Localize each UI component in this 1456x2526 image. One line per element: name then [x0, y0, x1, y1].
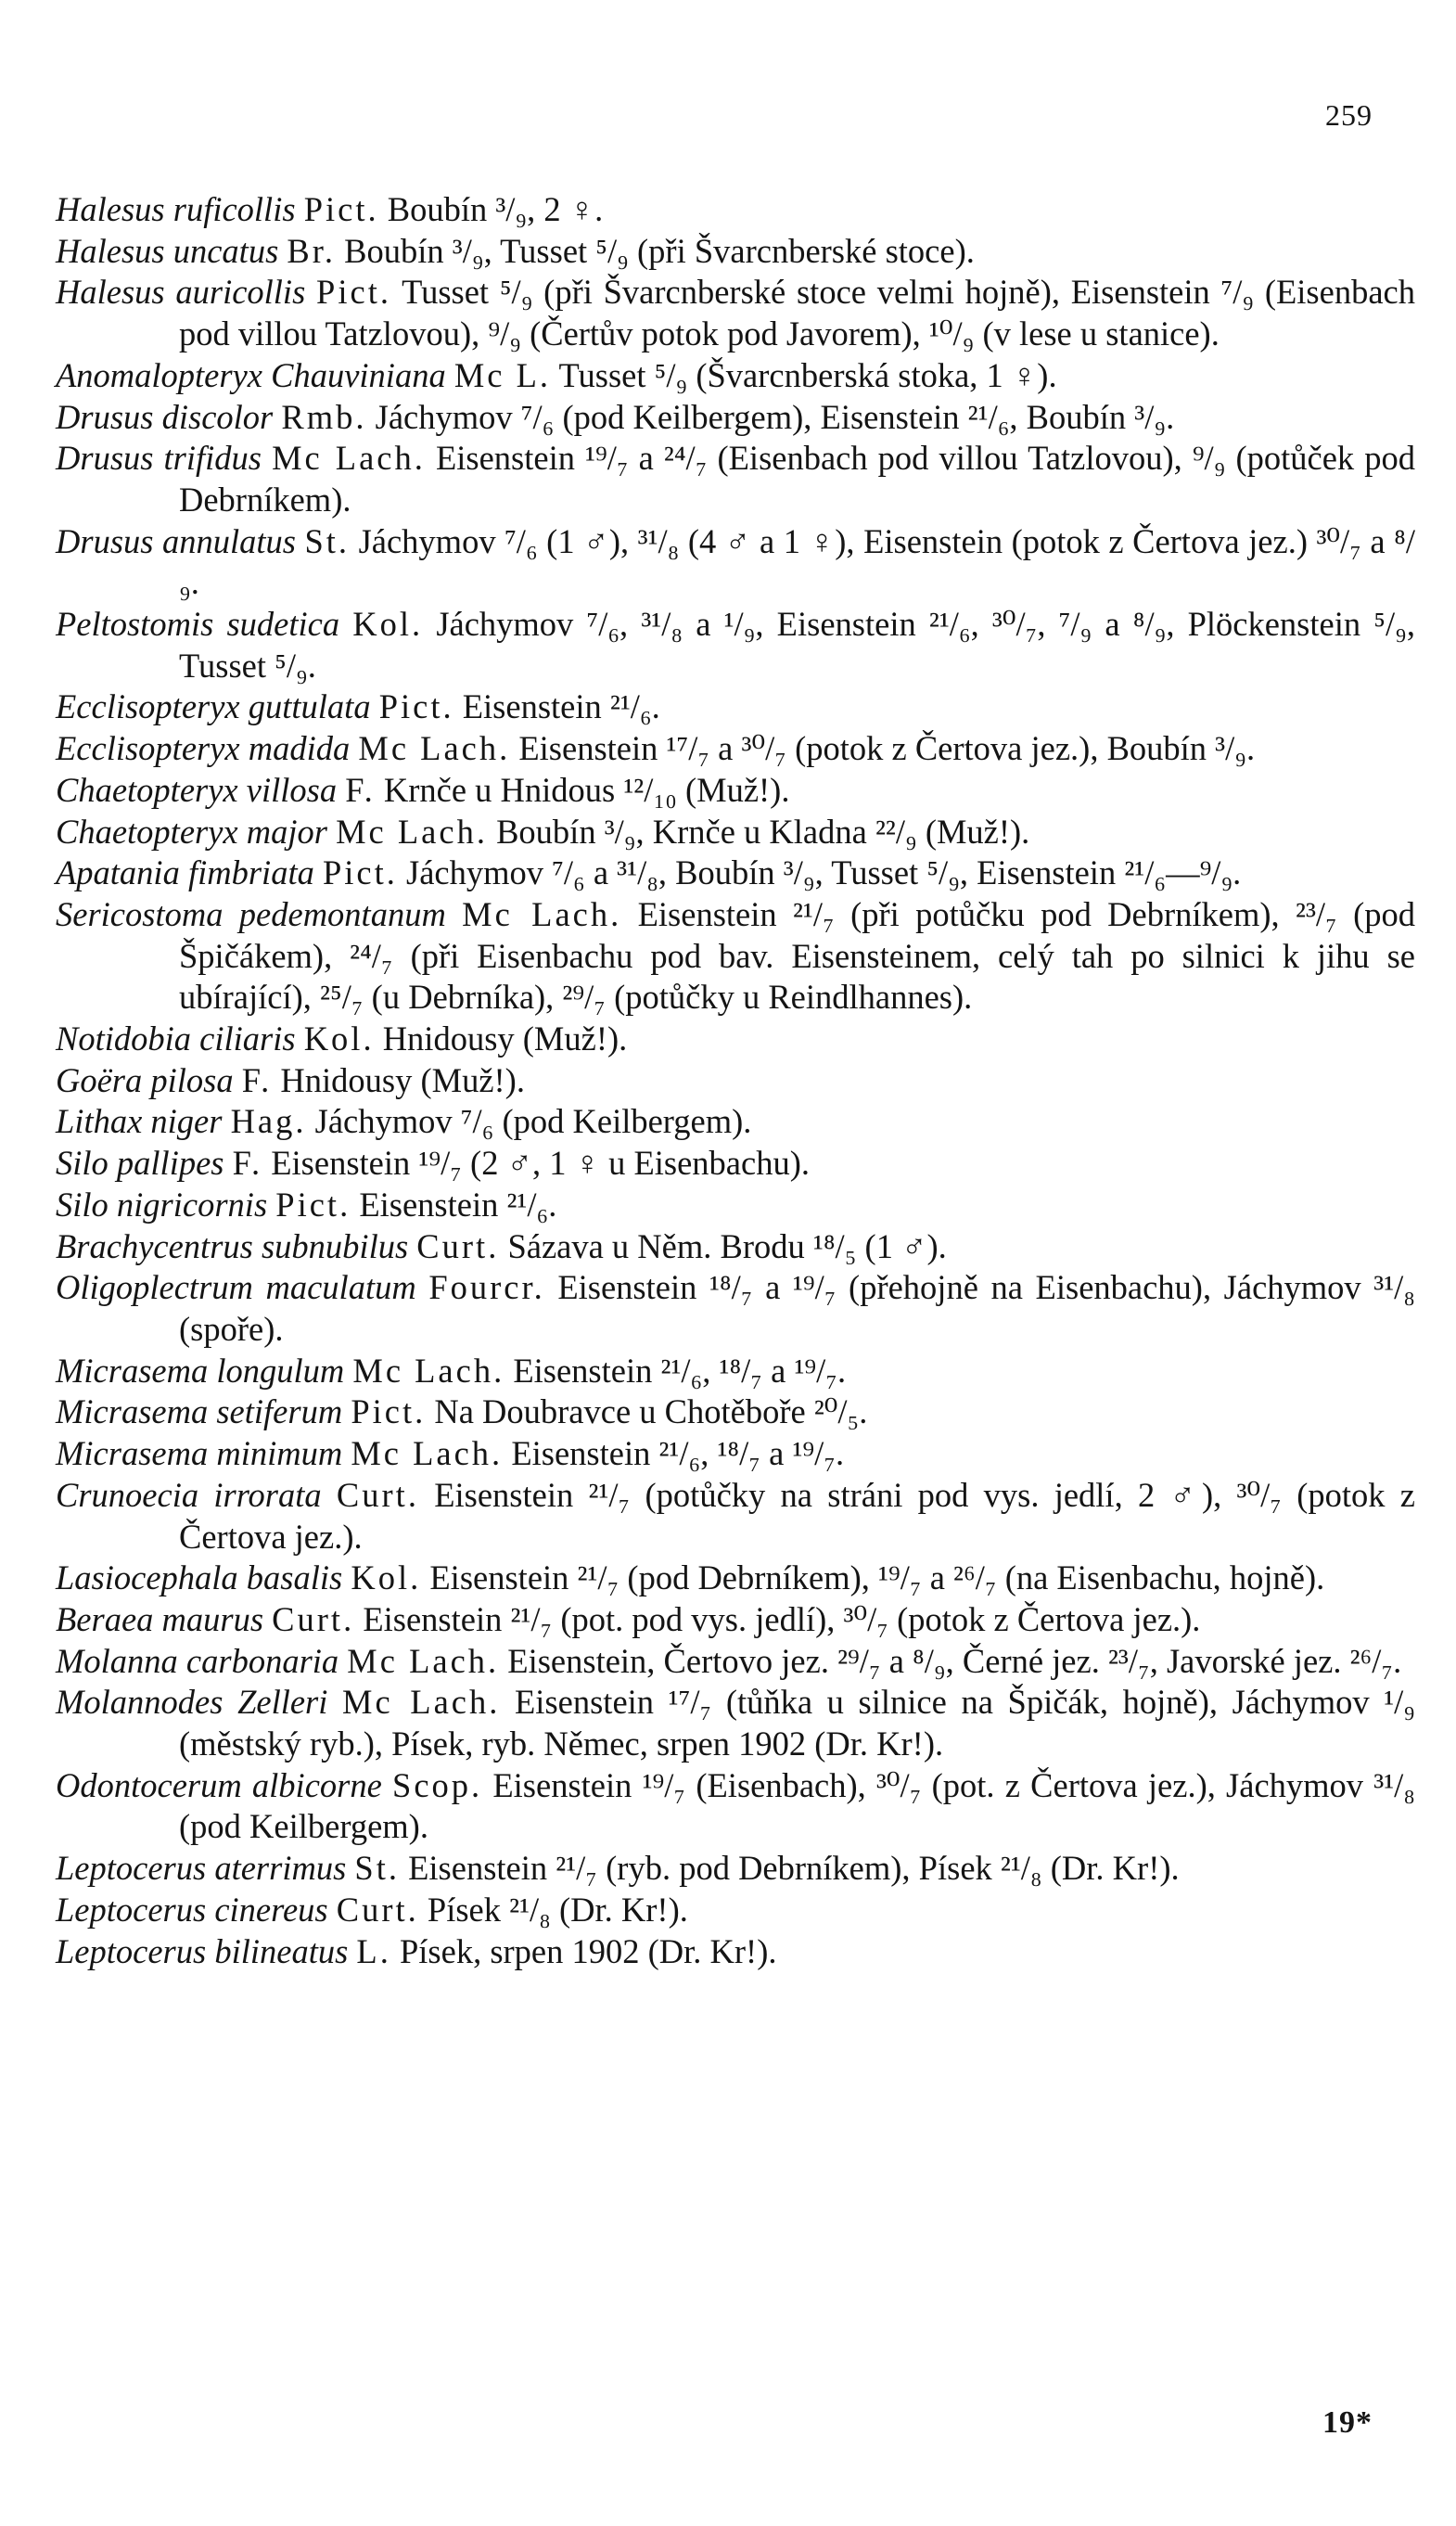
species-entry — [56, 1391, 1415, 1433]
species-entry — [56, 604, 1415, 686]
species-name: Odontocerum albicorne — [56, 1765, 382, 1804]
locality-records: Eisenstein ²¹/₆, ¹⁸/₇ a ¹⁹/₇. — [513, 1351, 847, 1390]
species-author: Kol. — [352, 605, 424, 644]
species-author: Fourcr. — [428, 1268, 545, 1307]
species-author: Scop. — [392, 1765, 483, 1804]
locality-records: Eisenstein ²¹/₇ (ryb. pod Debrníkem), Písek ²¹/₈ (Dr. Kr!). — [408, 1849, 1180, 1888]
species-name: Ecclisopteryx madida — [56, 729, 351, 768]
species-entry — [56, 1848, 1415, 1890]
species-name: Goëra pilosa — [56, 1060, 234, 1099]
species-entry — [56, 1765, 1415, 1848]
species-entry — [56, 397, 1415, 439]
species-author: Mc Lach. — [352, 1351, 505, 1390]
species-name: Drusus trifidus — [56, 439, 262, 478]
species-entry — [56, 438, 1415, 520]
species-entry — [56, 1599, 1415, 1641]
page-number: 259 — [1325, 98, 1373, 132]
species-entry — [56, 1060, 1415, 1102]
locality-records: Eisenstein ²¹/₇ (potůčky na stráni pod vys. jedlí, 2 ♂), ³⁰/₇ (potok z Čertova jez.). — [179, 1475, 1415, 1556]
species-author: F. — [345, 770, 376, 809]
species-name: Crunoecia irrorata — [56, 1475, 322, 1514]
species-entry — [56, 521, 1415, 604]
locality-records: Krnče u Hnidous ¹²/₁₀ (Muž!). — [383, 770, 790, 809]
species-author: Curt. — [336, 1890, 419, 1929]
locality-records: Sázava u Něm. Brodu ¹⁸/₅ (1 ♂). — [507, 1226, 947, 1265]
species-author: Mc Lach. — [351, 1434, 504, 1473]
species-author: Pict. — [322, 853, 398, 892]
species-author: Mc Lach. — [347, 1641, 500, 1680]
species-name: Micrasema minimum — [56, 1434, 343, 1473]
species-entry — [56, 1890, 1415, 1931]
locality-records: Jáchymov ⁷/₆ a ³¹/₈, Boubín ³/₉, Tusset ⁵/₉, Eisenstein ²¹/₆—⁹/₉. — [406, 853, 1242, 892]
locality-records: Eisenstein ²¹/₆. — [462, 687, 660, 726]
species-name: Silo nigricornis — [56, 1185, 268, 1224]
species-name: Brachycentrus subnubilus — [56, 1226, 409, 1265]
species-author: Pict. — [316, 273, 391, 312]
locality-records: Eisenstein ²¹/₇ (pot. pod vys. jedlí), ³⁰/₇ (potok z Čertova jez.). — [363, 1599, 1201, 1638]
species-author: Curt. — [336, 1475, 419, 1514]
species-author: Pict. — [351, 1392, 427, 1431]
species-name: Drusus discolor — [56, 397, 274, 436]
locality-records: Eisenstein ¹⁸/₇ a ¹⁹/₇ (přehojně na Eisenbachu), Jáchymov ³¹/₈ (spoře). — [179, 1268, 1416, 1348]
species-author: Curt. — [416, 1226, 500, 1265]
species-name: Sericostoma pedemontanum — [56, 894, 446, 933]
species-author: Mc Lach. — [336, 812, 488, 851]
species-name: Micrasema setiferum — [56, 1392, 343, 1431]
species-entry — [56, 686, 1415, 728]
locality-records: Boubín ³/₉, Tusset ⁵/₉ (při Švarcnberské stoce). — [344, 231, 975, 270]
species-entry — [56, 231, 1415, 273]
locality-records: Eisenstein ¹⁷/₇ (tůňka u silnice na Špičák, hojně), Jáchymov ¹/₉ (městský ryb.), Písek, ryb. Němec, srpen 1902 (Dr. Kr!). — [179, 1683, 1416, 1763]
species-name: Molanna carbonaria — [56, 1641, 339, 1680]
species-name: Ecclisopteryx guttulata — [56, 687, 371, 726]
species-entry — [56, 1267, 1415, 1350]
species-author: Br. — [287, 231, 337, 270]
species-entry — [56, 189, 1415, 231]
species-author: Kol. — [303, 1019, 375, 1058]
locality-records: Písek ²¹/₈ (Dr. Kr!). — [427, 1890, 688, 1929]
species-author: Mc Lach. — [272, 439, 426, 478]
locality-records: Hnidousy (Muž!). — [280, 1060, 525, 1099]
species-entry — [56, 1641, 1415, 1683]
species-author: L. — [356, 1931, 391, 1970]
locality-records: Jáchymov ⁷/₆ (1 ♂), ³¹/₈ (4 ♂ a 1 ♀), Eisenstein (potok z Čertova jez.) ³⁰/₇ a ⁸/₉. — [179, 521, 1416, 602]
species-entry — [56, 1143, 1415, 1185]
species-author: Mc Lach. — [342, 1683, 501, 1722]
locality-records: Na Doubravce u Chotěboře ²⁰/₅. — [434, 1392, 868, 1431]
locality-records: Eisenstein ¹⁹/₇ (2 ♂, 1 ♀ u Eisenbachu). — [271, 1144, 810, 1183]
species-author: Mc L. — [453, 355, 552, 394]
species-name: Micrasema longulum — [56, 1351, 345, 1390]
locality-records: Jáchymov ⁷/₆ (pod Keilbergem). — [314, 1102, 752, 1141]
species-entry — [56, 770, 1415, 812]
locality-records: Boubín ³/₉, 2 ♀. — [387, 190, 604, 228]
species-name: Leptocerus aterrimus — [56, 1849, 347, 1888]
locality-records: Eisenstein, Čertovo jez. ²⁹/₇ a ⁸/₉, Černé jez. ²³/₇, Javorské jez. ²⁶/₇. — [507, 1641, 1402, 1680]
species-author: Hag. — [230, 1102, 307, 1141]
locality-records: Eisenstein ¹⁷/₇ a ³⁰/₇ (potok z Čertova jez.), Boubín ³/₉. — [518, 729, 1256, 768]
species-author: Pict. — [378, 687, 454, 726]
species-entry — [56, 728, 1415, 770]
locality-records: Eisenstein ²¹/₇ (při potůčku pod Debrníkem), ²³/₇ (pod Špičákem), ²⁴/₇ (při Eisenbachu pod bav. Eisensteinem, celý tah po silnici k jihu se ubírající), ²⁵/₇ (u Debrníka), ²⁹/₇ (potůčky u Reindlhannes). — [179, 894, 1415, 1017]
species-author: Pict. — [275, 1185, 351, 1224]
locality-records: Eisenstein ¹⁹/₇ a ²⁴/₇ (Eisenbach pod villou Tatzlovou), ⁹/₉ (potůček pod Debrníkem). — [179, 439, 1415, 519]
species-name: Lasiocephala basalis — [56, 1558, 343, 1597]
signature-mark: 19* — [1322, 2405, 1373, 2440]
species-author: Pict. — [303, 190, 379, 228]
species-entry — [56, 1019, 1415, 1060]
species-name: Chaetopteryx villosa — [56, 770, 338, 809]
species-name: Beraea maurus — [56, 1599, 264, 1638]
species-name: Peltostomis sudetica — [56, 605, 340, 644]
locality-records: Hnidousy (Muž!). — [382, 1019, 628, 1058]
species-entry — [56, 355, 1415, 397]
species-entry — [56, 1931, 1415, 1973]
species-name: Halesus auricollis — [56, 273, 306, 312]
species-entry — [56, 1475, 1415, 1558]
species-entry — [56, 272, 1415, 354]
species-entry — [56, 853, 1415, 894]
species-name: Silo pallipes — [56, 1144, 224, 1183]
species-name: Halesus uncatus — [56, 231, 279, 270]
locality-records: Eisenstein ²¹/₆. — [359, 1185, 557, 1224]
locality-records: Jáchymov ⁷/₆, ³¹/₈ a ¹/₉, Eisenstein ²¹/₆, ³⁰/₇, ⁷/₉ a ⁸/₉, Plöckenstein ⁵/₉, Tusset ⁵/₉. — [179, 605, 1415, 685]
species-name: Molannodes Zelleri — [56, 1683, 328, 1722]
species-name: Halesus ruficollis — [56, 190, 296, 228]
species-entry — [56, 894, 1415, 1019]
species-author: Curt. — [272, 1599, 355, 1638]
species-entry — [56, 1101, 1415, 1143]
species-entry — [56, 812, 1415, 853]
species-name: Chaetopteryx major — [56, 812, 327, 851]
species-entry — [56, 1185, 1415, 1226]
species-list — [56, 189, 1415, 1972]
species-name: Drusus annulatus — [56, 521, 296, 560]
species-name: Apatania fimbriata — [56, 853, 314, 892]
species-name: Anomalopteryx Chauviniana — [56, 355, 446, 394]
species-name: Leptocerus cinereus — [56, 1890, 328, 1929]
locality-records: Tusset ⁵/₉ (při Švarcnberské stoce velmi hojně), Eisenstein ⁷/₉ (Eisenbach pod villou Tatzlovou), ⁹/₉ (Čertův potok pod Javorem), ¹⁰/₉ (v lese u stanice). — [179, 273, 1415, 353]
species-author: St. — [354, 1849, 400, 1888]
species-name: Notidobia ciliaris — [56, 1019, 296, 1058]
species-author: F. — [232, 1144, 263, 1183]
locality-records: Písek, srpen 1902 (Dr. Kr!). — [399, 1931, 777, 1970]
locality-records: Eisenstein ²¹/₇ (pod Debrníkem), ¹⁹/₇ a ²⁶/₇ (na Eisenbachu, hojně). — [429, 1558, 1325, 1597]
species-entry — [56, 1682, 1415, 1764]
species-name: Lithax niger — [56, 1102, 223, 1141]
locality-records: Jáchymov ⁷/₆ (pod Keilbergem), Eisenstein ²¹/₆, Boubín ³/₉. — [375, 397, 1175, 436]
species-author: Kol. — [351, 1558, 422, 1597]
species-name: Oligoplectrum maculatum — [56, 1268, 416, 1307]
locality-records: Tusset ⁵/₉ (Švarcnberská stoka, 1 ♀). — [558, 355, 1057, 394]
species-author: Rmb. — [281, 397, 367, 436]
locality-records: Eisenstein ²¹/₆, ¹⁸/₇ a ¹⁹/₇. — [511, 1434, 845, 1473]
species-author: St. — [304, 521, 351, 560]
species-entry — [56, 1226, 1415, 1268]
species-entry — [56, 1351, 1415, 1392]
species-author: F. — [241, 1060, 273, 1099]
locality-records: Eisenstein ¹⁹/₇ (Eisenbach), ³⁰/₇ (pot. z Čertova jez.), Jáchymov ³¹/₈ (pod Keilbergem). — [179, 1765, 1416, 1846]
locality-records: Boubín ³/₉, Krnče u Kladna ²²/₉ (Muž!). — [496, 812, 1030, 851]
species-name: Leptocerus bilineatus — [56, 1931, 349, 1970]
species-entry — [56, 1433, 1415, 1475]
species-author: Mc Lach. — [358, 729, 511, 768]
species-entry — [56, 1558, 1415, 1599]
species-author: Mc Lach. — [462, 894, 622, 933]
